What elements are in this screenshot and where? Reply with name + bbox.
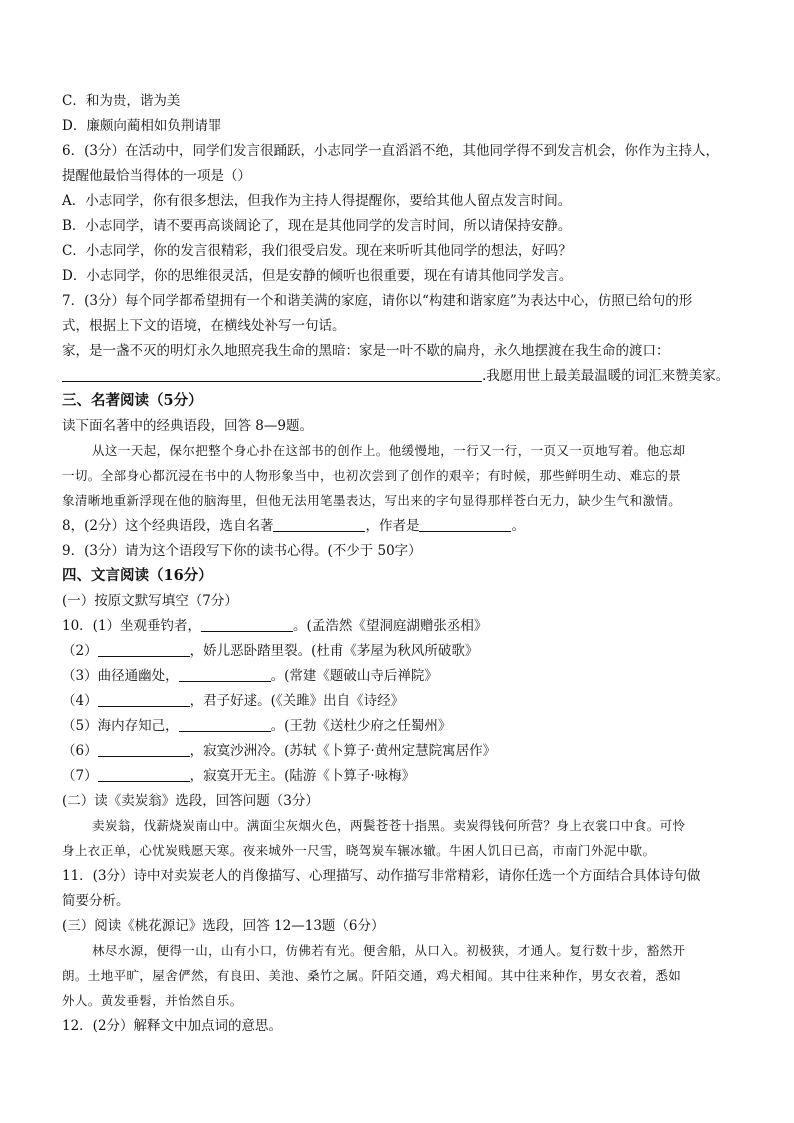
q10-item-3 (62, 666, 438, 686)
section4-title: 四、文言阅读（16分） (62, 567, 213, 584)
q10-item-6 (62, 741, 496, 761)
q10-item-1-blank[interactable] (201, 617, 293, 632)
q6-stem-line1: 6．(3分）在活动中，同学们发言很踊跃，小志同学一直滔滔不绝，其他同学得不到发言机会，你作为主持人， (62, 143, 719, 159)
q10-item-3-post: 。(常建《题破山寺后禅院》 (270, 668, 438, 684)
q10-item-1-post: 。(孟浩然《望洞庭湖赠张丞相》 (293, 618, 488, 634)
prose-line1: 林尽水源，便得一山，山有小口，仿佛若有光。便舍船，从口入。初极狭，才通人。复行数十步，豁然开 (92, 943, 686, 958)
q10-item-5-post: 。(王勃《送杜少府之任蜀州》 (270, 718, 452, 734)
q10-item-5 (62, 716, 451, 736)
q10-item-5-blank[interactable] (179, 717, 271, 732)
q10-item-5-pre: （5）海内存知己， (62, 718, 179, 734)
novel-passage-line3: 象清晰地重新浮现在他的脑海里，但他无法用笔墨表达，写出来的字句显得那样苍白无力，缺少生气和激情。 (62, 493, 682, 508)
part3-title: (三）阅读《桃花源记》选段，回答 12—13题（6分） (62, 918, 385, 934)
prev-option-c: C．和为贵，谐为美 (62, 93, 181, 109)
part2-title: (二）读《卖炭翁》选段，回答问题（3分） (62, 793, 319, 809)
q10-item-3-blank[interactable] (179, 667, 271, 682)
q8-author-prompt: ，作者是 (365, 518, 420, 534)
q8-period: 。 (511, 518, 525, 534)
section3-intro: 读下面名著中的经典语段，回答 8—9题。 (62, 418, 313, 434)
q10-item-6-pre: （6） (62, 743, 98, 759)
section3-title: 三、名著阅读（5分） (62, 392, 203, 409)
q10-item-1 (62, 616, 487, 636)
poem-line2: 身上衣正单，心忧炭贱愿天寒。夜来城外一尺雪，晓驾炭车辗冰辙。牛困人饥日已高，市南门外泥中歇。 (62, 843, 656, 858)
prev-option-d: D．廉颇向蔺相如负荆请罪 (62, 118, 222, 134)
q10-item-7-post: ，寂寞开无主。(陆游《卜算子·咏梅》 (189, 768, 416, 784)
q10-item-3-pre: （3）曲径通幽处， (62, 668, 179, 684)
part1-title: (一）按原文默写填空（7分） (62, 593, 238, 609)
prose-line2: 朗。土地平旷，屋舍俨然，有良田、美池、桑竹之属。阡陌交通，鸡犬相闻。其中往来种作，男女衣着，悉如 (62, 968, 682, 983)
q7-ending: .我愿用世上最美最温暖的词汇来赞美家。 (482, 368, 730, 384)
poem-line1: 卖炭翁，伐薪烧炭南山中。满面尘灰烟火色，两鬓苍苍十指黑。卖炭得钱何所营？身上衣裳口中食。可怜 (92, 818, 686, 833)
q8-author-blank[interactable] (419, 517, 511, 532)
q10-item-4-post: ，君子好逑。(《关雎》出自《诗经》 (189, 693, 405, 709)
q6-option-a: A．小志同学，你有很多想法，但我作为主持人得提醒你，要给其他人留点发言时间。 (62, 193, 572, 209)
q10-item-2-post: ，娇儿恶卧踏里裂。(杜甫《茅屋为秋风所破歌》 (189, 643, 479, 659)
prose-line3: 外人。黄发垂髫，并怡然自乐。 (62, 993, 243, 1008)
q6-option-d: D．小志同学，你的思维很灵活，但是安静的倾听也很重要，现在有请其他同学发言。 (62, 268, 573, 284)
q10-item-6-blank[interactable] (98, 742, 190, 757)
q6-option-c: C．小志同学，你的发言很精彩，我们很受启发。现在来听听其他同学的想法，好吗？ (62, 243, 572, 259)
q11-stem-line1: 11．(3分）诗中对卖炭老人的肖像描写、心理描写、动作描写非常精彩，请你任选一个方面结合具体诗句做 (62, 868, 701, 884)
q10-item-2-pre: （2） (62, 643, 98, 659)
q11-stem-line2: 简要分析。 (62, 893, 130, 909)
q10-item-4 (62, 691, 404, 711)
q7-stem-line1: 7．(3分）每个同学都希望拥有一个和谐美满的家庭，请你以“构建和谐家庭”为表达中心，仿照已给句的形 (62, 293, 693, 309)
q8-line (62, 516, 525, 536)
q6-option-b: B．小志同学，请不要再高谈阔论了，现在是其他同学的发言时间，所以请保持安静。 (62, 218, 572, 234)
q10-item-6-post: ，寂寞沙洲冷。(苏轼《卜算子·黄州定慧院寓居作》 (189, 743, 497, 759)
q10-item-4-blank[interactable] (98, 692, 190, 707)
q12-prompt: 12．(2分）解释文中加点词的意思。 (62, 1018, 283, 1034)
q10-item-2 (62, 641, 478, 661)
q10-item-7-pre: （7） (62, 768, 98, 784)
q8-book-blank[interactable] (273, 517, 365, 532)
q7-given-sentence: 家，是一盏不灭的明灯永久地照亮我生命的黑暗：家是一叶不歇的扁舟，永久地摆渡在我生命的渡口： (62, 343, 670, 359)
q8-prompt: 8，(2分）这个经典语段，选自名著 (62, 518, 274, 534)
q10-item-1-pre: 10．(1）坐观垂钓者， (62, 618, 202, 634)
novel-passage-line2: 一切。全部身心都沉浸在书中的人物形象当中，也初次尝到了创作的艰辛；有时候，那些鲜明生动、难忘的景 (62, 468, 682, 483)
q7-stem-line2: 式，根据上下文的语境，在横线处补写一句话。 (62, 318, 346, 334)
q10-item-4-pre: （4） (62, 693, 98, 709)
q9-prompt: 9．(3分）请为这个语段写下你的读书心得。(不少于 50字） (62, 543, 422, 559)
novel-passage-line1: 从这一天起，保尔把整个身心扑在这部书的创作上。他缓慢地，一行又一行，一页又一页地写着。他忘却 (92, 443, 686, 458)
q6-stem-line2: 提醒他最恰当得体的一项是（） (62, 168, 251, 184)
q10-item-7 (62, 766, 415, 786)
q10-item-2-blank[interactable] (98, 642, 190, 657)
q7-answer-line (62, 366, 729, 386)
q10-item-7-blank[interactable] (98, 767, 190, 782)
q7-answer-blank[interactable] (62, 367, 482, 382)
